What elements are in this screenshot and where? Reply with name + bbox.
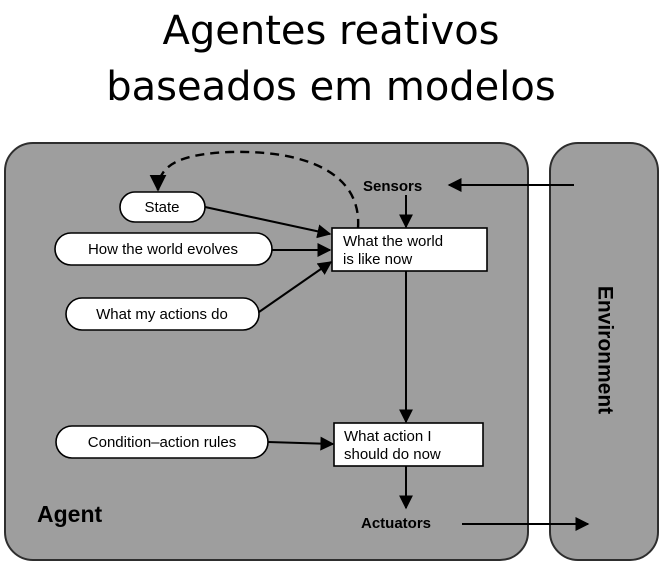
actuators-label: Actuators bbox=[361, 515, 432, 532]
what-actions-do-label: What my actions do bbox=[96, 306, 228, 323]
world-now-line-2: is like now bbox=[343, 251, 413, 268]
environment-label: Environment bbox=[593, 285, 617, 415]
how-world-evolves-label: How the world evolves bbox=[87, 241, 239, 258]
state-label: State bbox=[144, 199, 180, 216]
agent-label: Agent bbox=[37, 501, 103, 527]
world-now-line-1: What the world bbox=[343, 233, 444, 250]
sensors-label: Sensors bbox=[363, 178, 423, 195]
action-now-line-1: What action I bbox=[344, 428, 432, 445]
condition-action-rules-label: Condition–action rules bbox=[87, 434, 237, 451]
slide-title-line-2: baseados em modelos bbox=[106, 64, 556, 110]
action-now-line-2: should do now bbox=[344, 446, 441, 463]
slide-title-line-1: Agentes reativos bbox=[162, 8, 500, 54]
agent-panel bbox=[5, 143, 528, 560]
